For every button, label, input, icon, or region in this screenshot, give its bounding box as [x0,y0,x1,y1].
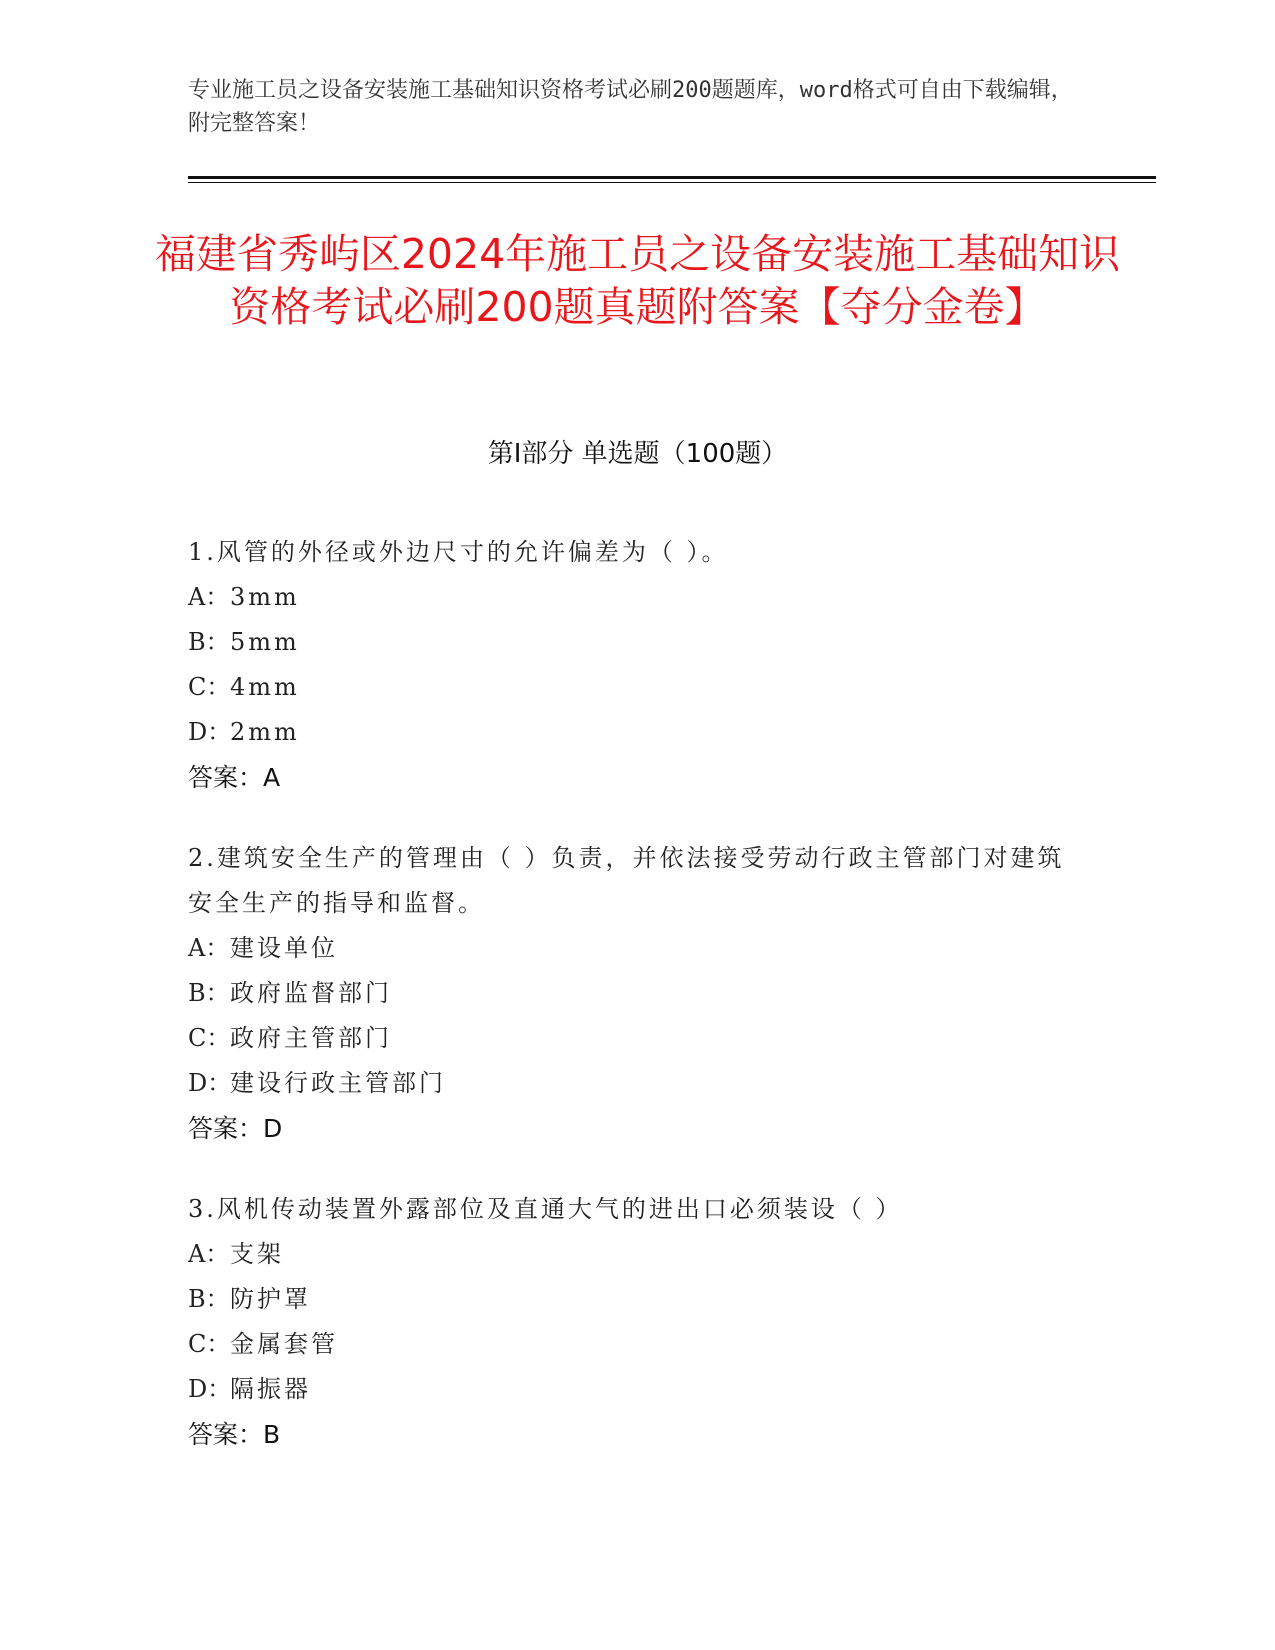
option-key: C： [188,1024,231,1052]
header-note: 专业施工员之设备安装施工基础知识资格考试必刷200题题库，word格式可自由下载编辑，附完整答案！ [188,78,1073,136]
option-d [188,710,1088,755]
option-c [188,1016,1088,1061]
option-key: D： [188,1375,232,1403]
question-1 [188,530,1088,800]
option-b [188,1277,1088,1322]
header-rule-thick [188,176,1156,179]
answer-text: 答案：A [188,763,281,792]
option-b [188,971,1088,1016]
option-value: 隔振器 [230,1375,311,1403]
section-title: 第Ⅰ部分 单选题（100题） [487,439,788,469]
option-value: 防护罩 [230,1285,311,1313]
option-value: 建设单位 [230,934,338,962]
option-value: 金属套管 [230,1330,338,1358]
option-key: B： [188,628,230,656]
option-key: B： [188,979,230,1007]
option-value: 2mm [230,718,300,746]
option-value: 政府监督部门 [230,979,392,1007]
option-b [188,620,1088,665]
question-text: 3.风机传动装置外露部位及直通大气的进出口必须装设（ ） [188,1195,903,1223]
option-key: C： [188,673,231,701]
question-2 [188,836,1088,1151]
option-c [188,1322,1088,1367]
option-d [188,1061,1088,1106]
document-title: 福建省秀屿区2024年施工员之设备安装施工基础知识资格考试必刷200题真题附答案【夺分金卷】 [154,230,1121,331]
answer-text: 答案：B [188,1420,281,1449]
option-c [188,665,1088,710]
option-key: A： [188,583,230,611]
option-a [188,1232,1088,1277]
option-value: 4mm [230,673,300,701]
option-value: 5mm [230,628,300,656]
question-list [188,530,1088,1493]
option-key: B： [188,1285,230,1313]
option-key: A： [188,1240,230,1268]
option-value: 政府主管部门 [230,1024,392,1052]
option-key: C： [188,1330,231,1358]
option-value: 建设行政主管部门 [230,1069,446,1097]
option-a [188,926,1088,971]
header-rule-thin [188,182,1156,183]
question-text: 2.建筑安全生产的管理由（ ）负责，并依法接受劳动行政主管部门对建筑安全生产的指导和监督。 [188,844,1065,917]
option-key: D： [188,718,232,746]
option-key: A： [188,934,230,962]
question-text: 1.风管的外径或外边尺寸的允许偏差为（ ）。 [188,538,729,566]
question-3 [188,1187,1088,1457]
option-key: D： [188,1069,232,1097]
option-d [188,1367,1088,1412]
option-value: 支架 [230,1240,284,1268]
option-a [188,575,1088,620]
option-value: 3mm [230,583,300,611]
answer-text: 答案：D [188,1114,283,1143]
